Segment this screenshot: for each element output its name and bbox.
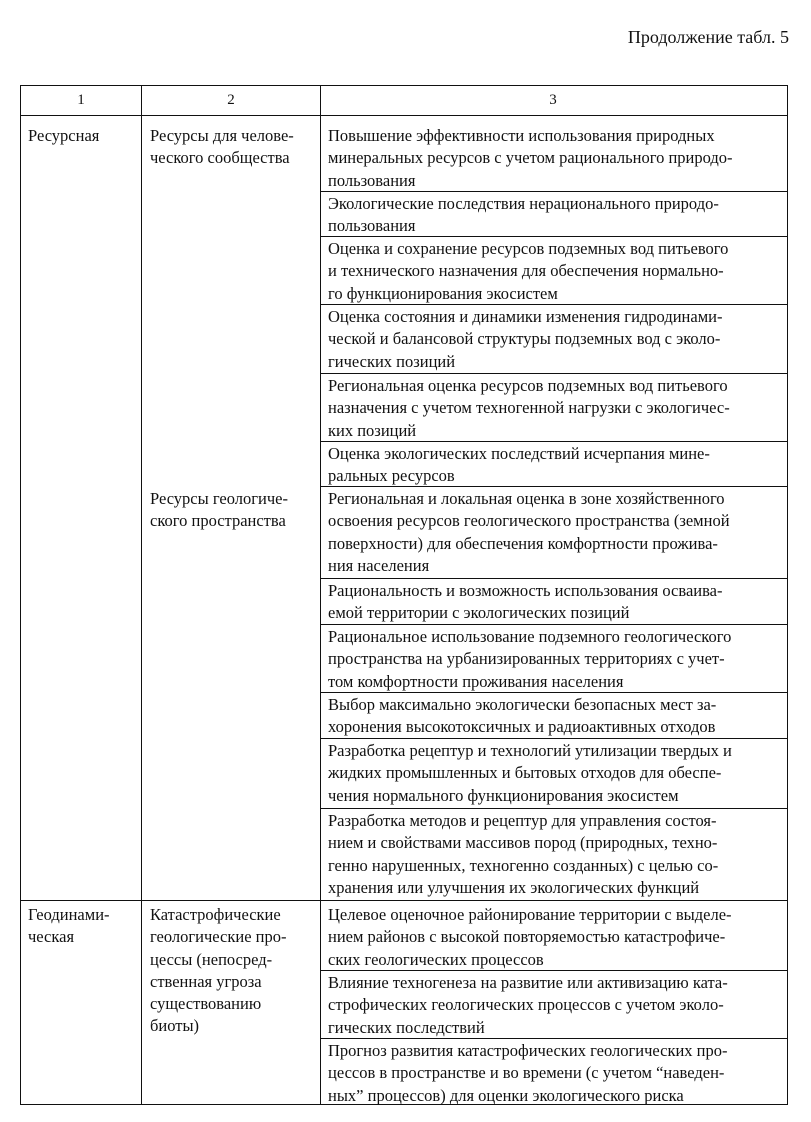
cell-line: Региональная оценка ресурсов подземных вод питьевого — [328, 376, 728, 395]
row-divider — [21, 900, 787, 901]
cell-line: Оценка экологических последствий исчерпания мине- — [328, 444, 710, 463]
column-divider — [320, 86, 321, 1104]
table-cell — [328, 125, 783, 192]
cell-line: Экологические последствия нерационального природо- — [328, 194, 719, 213]
row-1-group-1-col2 — [150, 125, 318, 170]
cell-divider — [320, 578, 787, 579]
cell-line: ческой и балансовой структуры подземных вод с эколо- — [328, 329, 721, 349]
cell-line: пользования — [328, 216, 416, 236]
cell-line: цессы (непосред- — [150, 949, 273, 969]
cell-line: геологические про- — [150, 927, 287, 947]
table-caption: Продолжение табл. 5 — [627, 27, 789, 47]
cell-divider — [320, 304, 787, 305]
cell-line: емой территории с экологических позиций — [328, 603, 630, 623]
cell-line: биоты) — [150, 1016, 200, 1036]
cell-line: гических позиций — [328, 351, 456, 371]
cell-line: Разработка рецептур и технологий утилизации твердых и — [328, 741, 732, 760]
table-cell — [328, 740, 783, 807]
cell-line: ского пространства — [150, 511, 286, 531]
row-2-col2 — [150, 904, 318, 1038]
cell-line: Катастрофические — [150, 905, 281, 924]
cell-line: ких позиций — [328, 420, 417, 440]
cell-line: ральных ресурсов — [328, 466, 455, 486]
cell-line: ческая — [28, 927, 75, 947]
table-cell — [328, 972, 783, 1039]
cell-line: Региональная и локальная оценка в зоне хозяйственного — [328, 489, 725, 508]
cell-line: Геодинами- — [28, 905, 110, 924]
cell-divider — [320, 808, 787, 809]
cell-divider — [320, 373, 787, 374]
table-cell — [328, 1040, 783, 1107]
table-cell — [328, 810, 783, 899]
cell-line: Рациональное использование подземного геологического — [328, 627, 732, 646]
table-cell — [328, 626, 783, 693]
cell-line: освоения ресурсов геологического пространства (земной — [328, 511, 730, 531]
cell-line: Влияние техногенеза на развитие или активизацию ката- — [328, 973, 728, 992]
cell-line: строфических геологических процессов с учетом эколо- — [328, 995, 724, 1015]
cell-line: чения нормального функционирования экосистем — [328, 785, 679, 805]
table-cell — [328, 488, 783, 577]
cell-line: назначения с учетом техногенной нагрузки с экологичес- — [328, 398, 730, 418]
cell-divider — [320, 441, 787, 442]
data-table — [20, 85, 788, 1105]
cell-line: минеральных ресурсов с учетом рационального природо- — [328, 148, 733, 168]
row-2-col1 — [28, 904, 143, 949]
table-cell — [328, 238, 783, 305]
cell-divider — [320, 236, 787, 237]
table-cell — [328, 306, 783, 373]
cell-line: Рациональность и возможность использования осваива- — [328, 581, 723, 600]
column-divider — [141, 86, 142, 1104]
cell-divider — [320, 970, 787, 971]
cell-line: цессов в пространстве и во времени (с учетом “наведен- — [328, 1063, 725, 1083]
cell-line: ских геологических процессов — [328, 949, 544, 969]
cell-line: ных” процессов) для оценки экологического риска — [328, 1085, 684, 1105]
row-1-group-2-col2 — [150, 488, 318, 533]
cell-line: Прогноз развития катастрофических геологических про- — [328, 1041, 728, 1060]
cell-line: хранения или улучшения их экологических функций — [328, 877, 700, 897]
cell-line: и технического назначения для обеспечения нормально- — [328, 261, 724, 281]
cell-line: Ресурсы для челове- — [150, 126, 294, 145]
cell-divider — [320, 692, 787, 693]
table-cell — [328, 580, 783, 625]
cell-line: нием и свойствами массивов пород (природных, техно- — [328, 833, 718, 853]
header-cell-1: 1 — [77, 92, 85, 108]
cell-line: Оценка и сохранение ресурсов подземных вод питьевого — [328, 239, 729, 258]
table-cell — [328, 443, 783, 488]
cell-line: генно нарушенных, техногенно созданных) с целью со- — [328, 855, 719, 875]
cell-line: Ресурсы геологиче- — [150, 489, 288, 508]
cell-line: ческого сообщества — [150, 148, 290, 168]
cell-line: пользования — [328, 170, 416, 190]
cell-line: пространства на урбанизированных территориях с учет- — [328, 649, 725, 669]
cell-line: Выбор максимально экологически безопасных мест за- — [328, 695, 717, 714]
cell-divider — [320, 486, 787, 487]
cell-line: гических последствий — [328, 1017, 485, 1037]
cell-divider — [320, 1038, 787, 1039]
cell-line: хоронения высокотоксичных и радиоактивных отходов — [328, 717, 716, 737]
table-cell — [328, 904, 783, 971]
cell-line: том комфортности проживания населения — [328, 671, 624, 691]
table-cell — [328, 193, 783, 238]
cell-divider — [320, 738, 787, 739]
cell-line: Ресурсная — [28, 126, 100, 145]
table-cell — [328, 694, 783, 739]
header-cell-2: 2 — [227, 92, 235, 108]
cell-line: жидких промышленных и бытовых отходов для обеспе- — [328, 763, 722, 783]
header-row — [21, 86, 787, 116]
cell-line: Целевое оценочное районирование территории с выделе- — [328, 905, 732, 924]
cell-line: Разработка методов и рецептур для управления состоя- — [328, 811, 717, 830]
cell-line: Повышение эффективности использования природных — [328, 126, 715, 145]
cell-divider — [320, 624, 787, 625]
cell-line: поверхности) для обеспечения комфортности прожива- — [328, 533, 718, 553]
cell-line: Оценка состояния и динамики изменения гидродинами- — [328, 307, 723, 326]
cell-line: нием районов с высокой повторяемостью катастрофиче- — [328, 927, 726, 947]
cell-line: существованию — [150, 994, 262, 1014]
row-1-col1 — [28, 125, 143, 147]
table-cell — [328, 375, 783, 442]
cell-divider — [320, 191, 787, 192]
header-cell-3: 3 — [549, 92, 557, 108]
cell-line: ния населения — [328, 555, 430, 575]
cell-line: го функционирования экосистем — [328, 283, 558, 303]
cell-line: ственная угроза — [150, 971, 262, 991]
